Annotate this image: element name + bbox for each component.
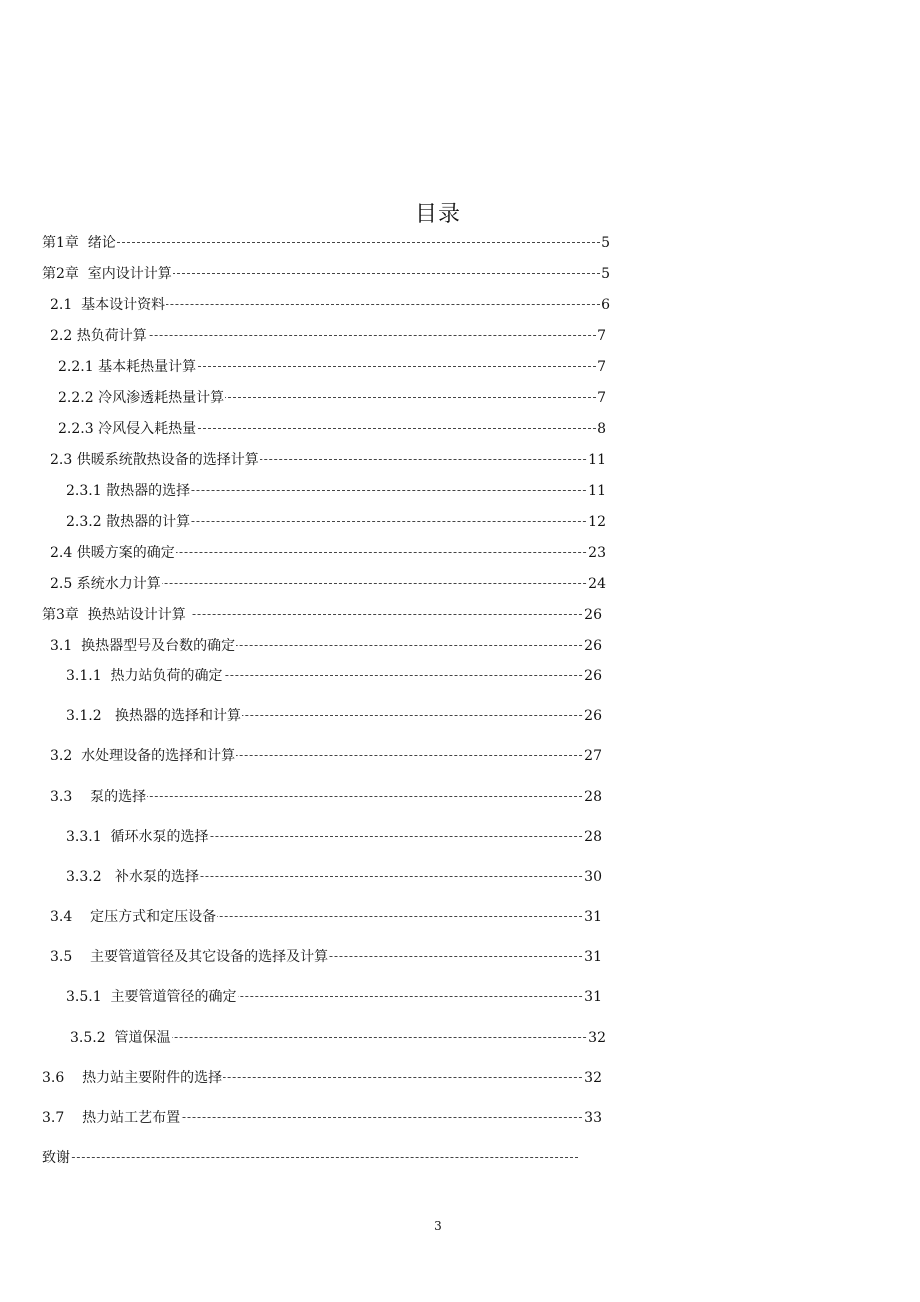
toc-entry-page: 32 xyxy=(584,1070,602,1086)
toc-entry-page: 7 xyxy=(597,328,606,344)
toc-entry[interactable] xyxy=(58,419,606,439)
toc-entry[interactable] xyxy=(66,666,602,686)
toc-entry-page: 5 xyxy=(601,235,610,251)
toc-entry[interactable] xyxy=(66,481,606,501)
toc-entry[interactable] xyxy=(58,388,606,408)
toc-entry-title: 2.4 供暖方案的确定 xyxy=(50,545,175,561)
toc-entry-page: 33 xyxy=(584,1110,602,1126)
toc-entry-title: 2.5 系统水力计算 xyxy=(50,576,161,592)
toc-entry-page: 26 xyxy=(584,668,602,684)
toc-entry[interactable] xyxy=(70,1028,606,1048)
toc-entry-title: 3.1 换热器型号及台数的确定 xyxy=(50,638,236,654)
toc-entry[interactable] xyxy=(50,543,606,563)
toc-entry-title: 2.3.2 散热器的计算 xyxy=(66,514,191,530)
toc-entry-title: 3.3.2 补水泵的选择 xyxy=(66,869,199,885)
toc-entry[interactable] xyxy=(42,233,610,253)
page-number: 3 xyxy=(434,1219,442,1233)
toc-entry[interactable] xyxy=(66,987,602,1007)
toc-entry-page: 26 xyxy=(584,607,602,623)
toc-entry-page: 11 xyxy=(588,483,606,499)
toc-entry-page: 6 xyxy=(601,297,610,313)
toc-entry-title: 3.5 主要管道管径及其它设备的选择及计算 xyxy=(50,949,329,965)
toc-entry[interactable] xyxy=(50,907,602,927)
toc-entry[interactable] xyxy=(42,264,610,284)
toc-entry[interactable] xyxy=(42,1148,578,1168)
toc-entry-title: 2.2.2 冷风渗透耗热量计算 xyxy=(58,390,225,406)
toc-entry-title: 2.3.1 散热器的选择 xyxy=(66,483,191,499)
toc-entry-title: 第3章 换热站设计计算 xyxy=(42,607,191,623)
toc-entry[interactable] xyxy=(66,867,602,887)
toc-entry[interactable] xyxy=(50,326,606,346)
toc-leader-line xyxy=(42,242,610,243)
toc-entry-page: 32 xyxy=(588,1030,606,1046)
toc-entry-title: 3.1.2 换热器的选择和计算 xyxy=(66,708,241,724)
toc-entry[interactable] xyxy=(50,450,606,470)
toc-entry-page: 8 xyxy=(597,421,606,437)
toc-entry-title: 2.2.3 冷风侵入耗热量 xyxy=(58,421,197,437)
toc-entry-title: 3.3 泵的选择 xyxy=(50,789,147,805)
toc-entry[interactable] xyxy=(66,512,606,532)
toc-entry-page: 24 xyxy=(588,576,606,592)
toc-entry-page: 28 xyxy=(584,789,602,805)
toc-entry[interactable] xyxy=(42,1108,602,1128)
toc-entry[interactable] xyxy=(50,636,602,656)
toc-entry[interactable] xyxy=(66,706,602,726)
toc-entry-title: 3.5.1 主要管道管径的确定 xyxy=(66,989,237,1005)
toc-entry-title: 3.4 定压方式和定压设备 xyxy=(50,909,217,925)
toc-entry-page: 26 xyxy=(584,708,602,724)
toc-entry-title: 3.1.1 热力站负荷的确定 xyxy=(66,668,223,684)
toc-entry[interactable] xyxy=(50,746,602,766)
toc-entry-title: 致谢 xyxy=(42,1150,70,1166)
toc-entry[interactable] xyxy=(42,1068,602,1088)
toc-entry-title: 2.1 基本设计资料 xyxy=(50,297,166,313)
toc-entry-page: 5 xyxy=(601,266,610,282)
toc-entry-page: 7 xyxy=(597,390,606,406)
toc-entry-title: 2.2.1 基本耗热量计算 xyxy=(58,359,197,375)
toc-entry-page: 31 xyxy=(584,989,602,1005)
toc-entry-page: 31 xyxy=(584,909,602,925)
toc-entry-page: 28 xyxy=(584,829,602,845)
toc-entry[interactable] xyxy=(50,787,602,807)
toc-entry[interactable] xyxy=(42,605,602,625)
toc-entry-page: 27 xyxy=(584,748,602,764)
toc-leader-line xyxy=(42,1157,578,1158)
toc-entry[interactable] xyxy=(66,827,602,847)
toc-entry[interactable] xyxy=(50,947,602,967)
toc-entry[interactable] xyxy=(58,357,606,377)
toc-entry-title: 3.3.1 循环水泵的选择 xyxy=(66,829,209,845)
toc-entry-title: 2.2 热负荷计算 xyxy=(50,328,147,344)
toc-title: 目录 xyxy=(414,202,461,227)
toc-entry-title: 第2章 室内设计计算 xyxy=(42,266,172,282)
toc-entry-title: 第1章 绪论 xyxy=(42,235,116,251)
toc-entry-page: 11 xyxy=(588,452,606,468)
toc-entry-title: 3.5.2 管道保温 xyxy=(70,1030,171,1046)
toc-entry[interactable] xyxy=(50,574,606,594)
toc-entry-title: 3.6 热力站主要附件的选择 xyxy=(42,1070,223,1086)
toc-entry-title: 2.3 供暖系统散热设备的选择计算 xyxy=(50,452,259,468)
toc-entry-page: 26 xyxy=(584,638,602,654)
toc-entry-title: 3.7 热力站工艺布置 xyxy=(42,1110,181,1126)
toc-entry-page: 7 xyxy=(597,359,606,375)
toc-entry-title: 3.2 水处理设备的选择和计算 xyxy=(50,748,236,764)
toc-entry-page: 12 xyxy=(588,514,606,530)
toc-entry[interactable] xyxy=(50,295,610,315)
toc-entry-page: 30 xyxy=(584,869,602,885)
toc-entry-page: 31 xyxy=(584,949,602,965)
toc-entry-page: 23 xyxy=(588,545,606,561)
